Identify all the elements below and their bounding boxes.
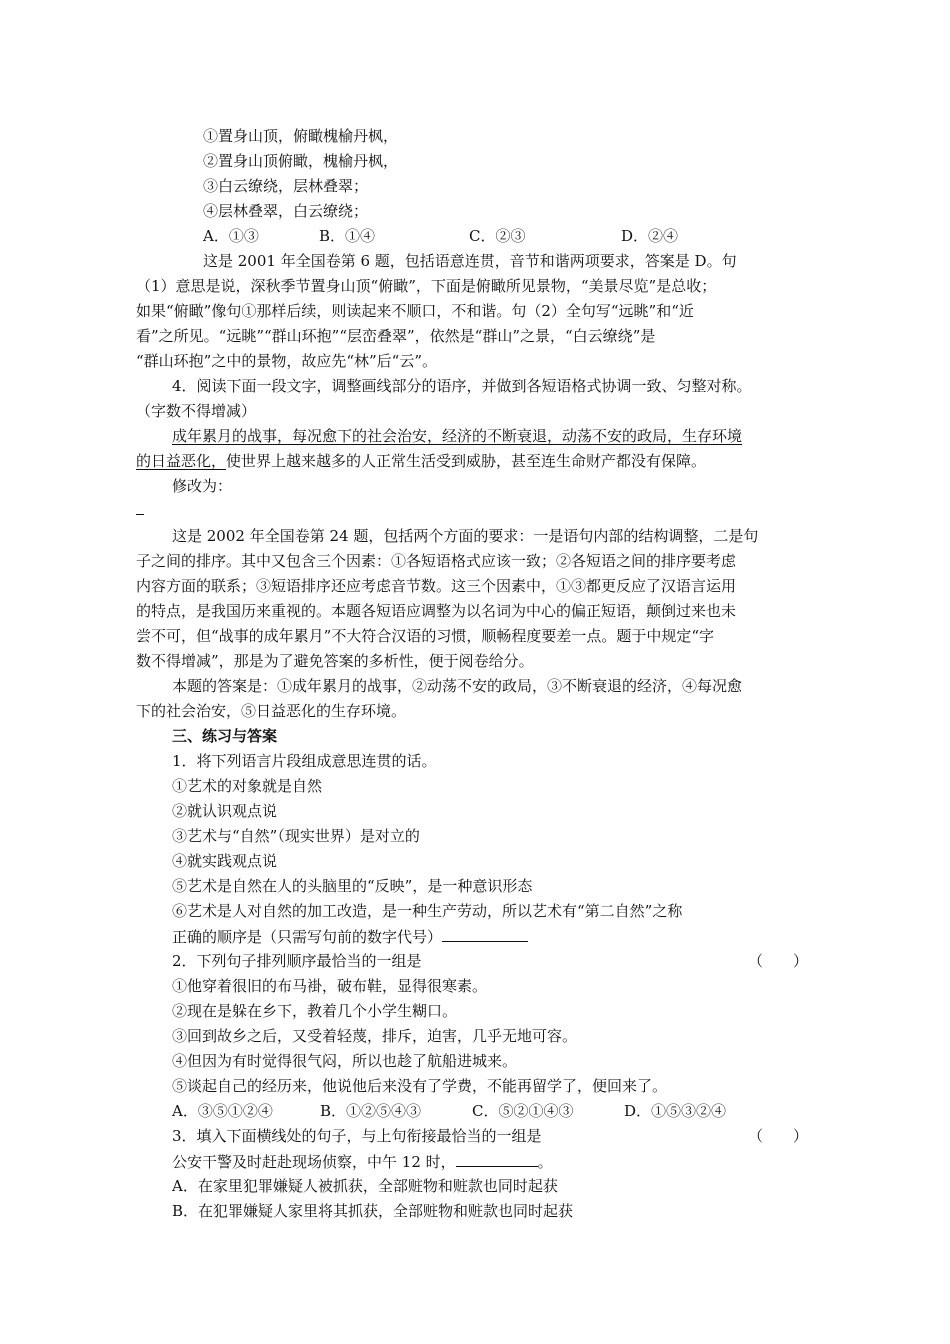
section-heading: 三、练习与答案 — [172, 727, 278, 745]
q4-answer-line: 下的社会治安，⑤日益恶化的生存环境。 — [136, 702, 407, 720]
q3-answer-paren[interactable]: （ ） — [748, 1127, 809, 1145]
q3-context-before: 公安干警及时赶赴现场侦察，中午 12 时， — [172, 1153, 456, 1171]
q1-item: ④就实践观点说 — [172, 852, 278, 870]
q3-context — [172, 1152, 852, 1171]
q4-explanation-line: 尝不可，但“战事的成年累月”不大符合汉语的习惯，顺畅程度要差一点。题于中规定“字 — [136, 627, 715, 645]
q4-explanation-line: 子之间的排序。其中又包含三个因素：①各短语格式应该一致；②各短语之间的排序要考虑 — [136, 552, 737, 570]
q2-item: ④但因为有时觉得很气闷，所以也趁了航船进城来。 — [172, 1052, 518, 1070]
block1-options — [203, 227, 883, 245]
option-a: A．③⑤①②④ — [172, 1102, 273, 1120]
q1-item: ③艺术与“自然”（现实世界）是对立的 — [172, 827, 420, 845]
q1-item: ⑥艺术是人对自然的加工改造，是一种生产劳动，所以艺术有“第二自然”之称 — [172, 902, 683, 920]
explanation-line: 如果“俯瞰”像句①那样后续，则读起来不顺口，不和谐。句（2）全句写“远眺”和“近 — [136, 302, 694, 320]
explanation-line: “群山环抱”之中的景物，故应先“林”后“云”。 — [136, 352, 438, 370]
option-b: B．①④ — [319, 227, 376, 245]
choice-line-2: ②置身山顶俯瞰，槐榆丹枫， — [203, 152, 399, 170]
q4-text-line2 — [136, 452, 816, 470]
q2-item: ①他穿着很旧的布马褂，破布鞋，显得很寒素。 — [172, 977, 488, 995]
q4-revise-label: 修改为： — [172, 477, 233, 495]
q2-prompt: 2．下列句子排列顺序最恰当的一组是 — [172, 952, 422, 970]
q4-explanation-line: 这是 2002 年全国卷第 24 题，包括两个方面的要求：一是语句内部的结构调整，二是句 — [172, 527, 759, 545]
option-b: B．①②⑤④③ — [320, 1102, 422, 1120]
q2-item: ⑤谈起自己的经历来，他说他后来没有了学费，不能再留学了，便回来了。 — [172, 1077, 668, 1095]
q4-rest-text: 使世界上越来越多的人正常生活受到威胁，甚至连生命财产都没有保障。 — [226, 452, 707, 470]
option-c: C．⑤②①④③ — [472, 1102, 574, 1120]
answer-blank-line[interactable] — [136, 514, 144, 515]
q3-option-a: A．在家里犯罪嫌疑人被抓获，全部赃物和赃款也同时起获 — [172, 1177, 558, 1195]
choice-line-3: ③白云缭绕，层林叠翠； — [203, 177, 369, 195]
q4-explanation-line: 内容方面的联系；③短语排序还应考虑音节数。这三个因素中，①③都更反应了汉语言运用 — [136, 577, 737, 595]
q3-context-after: 。 — [537, 1153, 553, 1171]
q3-option-b: B．在犯罪嫌疑人家里将其抓获，全部赃物和赃款也同时起获 — [172, 1202, 574, 1220]
option-d: D．①⑤③②④ — [624, 1102, 727, 1120]
q1-answer-prompt: 正确的顺序是（只需写句前的数字代号） — [172, 928, 443, 946]
explanation-line: 看”之所见。“远眺”“群山环抱”“层峦叠翠”，依然是“群山”之景，“白云缭绕”是 — [136, 327, 656, 345]
q4-explanation-line: 数不得增减”，那是为了避免答案的多析性，便于阅卷给分。 — [136, 652, 534, 670]
q2-answer-paren[interactable]: （ ） — [748, 952, 809, 970]
q4-underlined-text: 成年累月的战事，每况愈下的社会治安，经济的不断衰退，动荡不安的政局，生存环境 — [172, 427, 743, 445]
choice-line-1: ①置身山顶，俯瞰槐榆丹枫， — [203, 127, 399, 145]
option-d: D．②④ — [621, 227, 679, 245]
q1-item: ②就认识观点说 — [172, 802, 278, 820]
q1-item: ⑤艺术是自然在人的头脑里的“反映”，是一种意识形态 — [172, 877, 533, 895]
q4-prompt-note: （字数不得增减） — [136, 402, 257, 420]
q4-prompt: 4．阅读下面一段文字，调整画线部分的语序，并做到各短语格式协调一致、匀整对称。 — [172, 377, 752, 395]
q1-prompt: 1．将下列语言片段组成意思连贯的话。 — [172, 752, 437, 770]
q3-answer-blank[interactable] — [456, 1152, 538, 1167]
q1-item: ①艺术的对象就是自然 — [172, 777, 323, 795]
explanation-line: 这是 2001 年全国卷第 6 题，包括语意连贯，音节和谐两项要求，答案是 D。句 — [203, 252, 737, 270]
q3-prompt: 3．填入下面横线处的句子，与上句衔接最恰当的一组是 — [172, 1127, 542, 1145]
q2-item: ②现在是躲在乡下，教着几个小学生糊口。 — [172, 1002, 458, 1020]
q2-item: ③回到故乡之后，又受着轻蔑，排斥，迫害，几乎无地可容。 — [172, 1027, 578, 1045]
q1-answer-row — [172, 927, 852, 946]
q1-answer-blank[interactable] — [442, 927, 528, 942]
choice-line-4: ④层林叠翠，白云缭绕； — [203, 202, 369, 220]
q4-answer-line: 本题的答案是：①成年累月的战事，②动荡不安的政局，③不断衰退的经济，④每况愈 — [172, 677, 743, 695]
q4-explanation-line: 的特点，是我国历来重视的。本题各短语应调整为以名词为中心的偏正短语，颠倒过来也未 — [136, 602, 737, 620]
q2-options — [172, 1102, 852, 1120]
explanation-line: （1）意思是说，深秋季节置身山顶“俯瞰”，下面是俯瞰所见景物，“美景尽览”是总收； — [136, 277, 717, 295]
option-a: A．①③ — [203, 227, 259, 245]
q4-underlined-text: 的日益恶化， — [136, 452, 227, 470]
option-c: C．②③ — [469, 227, 526, 245]
